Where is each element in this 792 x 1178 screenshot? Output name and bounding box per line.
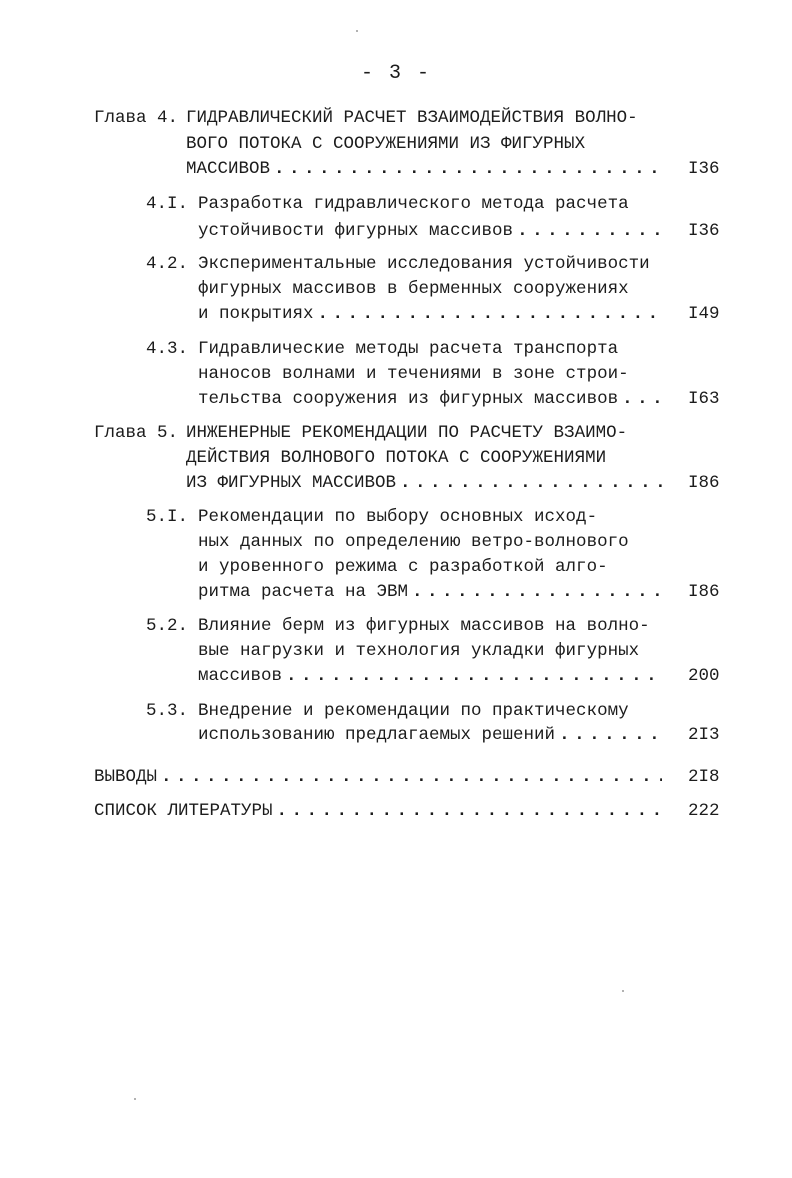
conclusions-entry	[94, 765, 662, 789]
section-4-3-line-2: наносов волнами и течениями в зоне строи-	[198, 364, 629, 384]
section-4-3-page: I63	[688, 389, 720, 409]
section-5-1-number: 5.I.	[146, 507, 189, 527]
section-4-2-line-3	[198, 302, 662, 326]
leader-dots	[277, 799, 662, 823]
section-5-2-page: 200	[688, 666, 720, 686]
section-5-2-line-1: Влияние берм из фигурных массивов на волно-	[198, 616, 650, 636]
chapter-4-page: I36	[688, 159, 720, 179]
page-number: - 3 -	[360, 62, 431, 85]
chapter-5-page: I86	[688, 473, 720, 493]
chapter-5-title-line-2: ДЕЙСТВИЯ ВОЛНОВОГО ПОТОКА С СООРУЖЕНИЯМИ	[186, 448, 607, 468]
section-5-2-line-3-text: массивов	[198, 666, 283, 686]
chapter-4-title-line-3-text: МАССИВОВ	[186, 159, 271, 179]
references-page: 222	[688, 801, 720, 821]
section-4-2-page: I49	[688, 304, 720, 324]
section-5-3-page: 2I3	[688, 725, 720, 745]
section-5-1-line-4	[198, 580, 662, 604]
section-4-2-line-1: Экспериментальные исследования устойчивости	[198, 254, 650, 274]
leader-dots	[400, 471, 662, 495]
leader-dots	[517, 219, 662, 243]
section-4-1-page: I36	[688, 221, 720, 241]
section-5-1-line-3: и уровенного режима с разработкой алго-	[198, 557, 608, 577]
section-5-1-line-4-text: ритма расчета на ЭВМ	[198, 582, 409, 602]
section-4-3-number: 4.3.	[146, 339, 189, 359]
section-4-2-number: 4.2.	[146, 254, 189, 274]
chapter-5-label: Глава 5.	[94, 423, 179, 443]
leader-dots	[161, 765, 662, 789]
leader-dots	[286, 664, 662, 688]
scan-speck	[622, 990, 624, 992]
chapter-4-label: Глава 4.	[94, 108, 179, 128]
section-5-1-line-2: ных данных по определению ветро-волнового	[198, 532, 629, 552]
section-4-1-line-1: Разработка гидравлического метода расчета	[198, 194, 629, 214]
section-5-3-number: 5.3.	[146, 701, 189, 721]
section-5-1-page: I86	[688, 582, 720, 602]
scan-speck	[134, 1098, 136, 1100]
leader-dots	[559, 723, 662, 747]
leader-dots	[412, 580, 662, 604]
section-4-2-line-3-text: и покрытиях	[198, 304, 314, 324]
leader-dots	[274, 157, 662, 181]
section-4-1-number: 4.I.	[146, 194, 189, 214]
section-4-3-line-1: Гидравлические методы расчета транспорта	[198, 339, 619, 359]
section-5-3-line-1: Внедрение и рекомендации по практическому	[198, 701, 629, 721]
leader-dots	[318, 302, 662, 326]
section-4-3-line-3	[198, 387, 662, 411]
references-label: СПИСОК ЛИТЕРАТУРЫ	[94, 801, 273, 821]
scan-speck	[356, 30, 358, 32]
section-5-2-line-3	[198, 664, 662, 688]
section-4-3-line-3-text: тельства сооружения из фигурных массивов	[198, 389, 619, 409]
conclusions-label: ВЫВОДЫ	[94, 767, 158, 787]
chapter-4-title-line-3	[186, 157, 662, 181]
section-5-3-line-2	[198, 723, 662, 747]
references-entry	[94, 799, 662, 823]
section-4-1-line-2-text: устойчивости фигурных массивов	[198, 221, 514, 241]
conclusions-page: 2I8	[688, 767, 720, 787]
section-4-2-line-2: фигурных массивов в берменных сооружениях	[198, 279, 629, 299]
section-4-1-line-2	[198, 219, 662, 243]
section-5-2-line-2: вые нагрузки и технология укладки фигурных	[198, 641, 640, 661]
section-5-2-number: 5.2.	[146, 616, 189, 636]
chapter-4-title-line-1: ГИДРАВЛИЧЕСКИЙ РАСЧЕТ ВЗАИМОДЕЙСТВИЯ ВОЛНО-	[186, 108, 638, 128]
section-5-1-line-1: Рекомендации по выбору основных исход-	[198, 507, 598, 527]
leader-dots	[622, 387, 662, 411]
chapter-5-title-line-1: ИНЖЕНЕРНЫЕ РЕКОМЕНДАЦИИ ПО РАСЧЕТУ ВЗАИМО-	[186, 423, 628, 443]
chapter-5-title-line-3	[186, 471, 662, 495]
section-5-3-line-2-text: использованию предлагаемых решений	[198, 725, 556, 745]
chapter-5-title-line-3-text: ИЗ ФИГУРНЫХ МАССИВОВ	[186, 473, 397, 493]
chapter-4-title-line-2: ВОГО ПОТОКА С СООРУЖЕНИЯМИ ИЗ ФИГУРНЫХ	[186, 134, 586, 154]
